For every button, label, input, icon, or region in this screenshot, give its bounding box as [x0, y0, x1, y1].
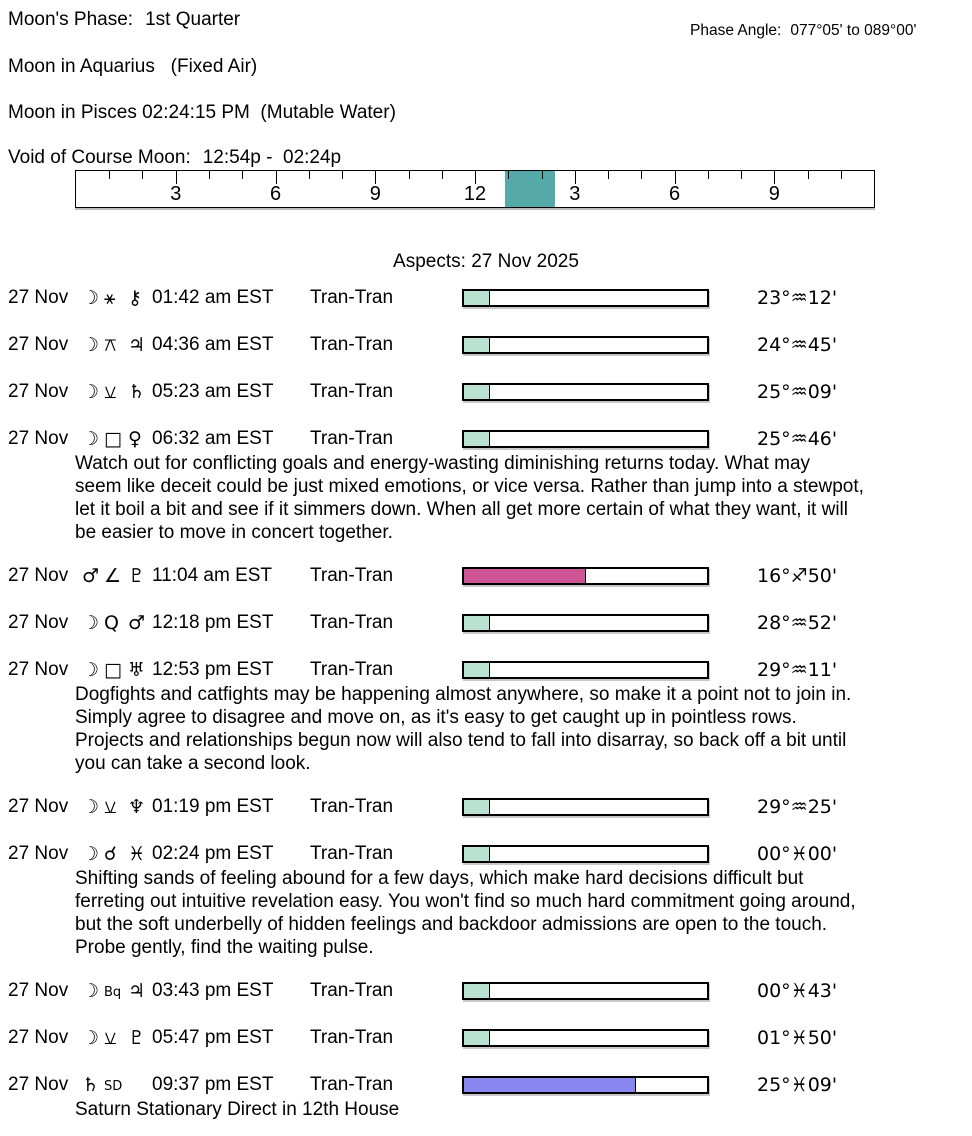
- hour-tick: [841, 171, 842, 179]
- aspect-group: [0, 382, 972, 402]
- moon-glyph: ☽: [82, 659, 100, 681]
- orb-bar: [462, 430, 709, 448]
- aspect-row: [0, 335, 972, 355]
- aspect-notes: [0, 683, 972, 775]
- aspect-date: 27 Nov: [8, 659, 69, 680]
- aspect-kind: Tran-Tran: [310, 612, 394, 633]
- aspect-date: 27 Nov: [8, 980, 69, 1001]
- moon-sign-line-1: Moon in Aquarius (Fixed Air): [8, 56, 258, 77]
- aspect-position: 29°♒11': [757, 659, 838, 681]
- aspect-group: [0, 660, 972, 775]
- aspect-row: [0, 429, 972, 449]
- hour-label: 3: [170, 183, 182, 205]
- aspect-date: 27 Nov: [8, 565, 69, 586]
- note-line: you can take a second look.: [75, 753, 311, 774]
- voc-timeline-ruler: [75, 170, 875, 208]
- semisextile-glyph: ⚺: [104, 381, 117, 403]
- hour-tick: [808, 171, 809, 179]
- note-line: Saturn Stationary Direct in 12th House: [75, 1099, 400, 1120]
- aspect-group: [0, 797, 972, 817]
- aspect-kind: Tran-Tran: [310, 843, 394, 864]
- aspect-position: 16°♐50': [757, 565, 838, 587]
- aspect-position: 28°♒52': [757, 612, 838, 634]
- quintile-glyph: Q: [104, 612, 119, 634]
- aspect-position: 00°♓00': [757, 843, 838, 865]
- stationary-direct-glyph: SD: [104, 1079, 123, 1094]
- hour-tick: [242, 171, 243, 179]
- semisextile-glyph: ⚺: [104, 1027, 117, 1049]
- orb-bar: [462, 845, 709, 863]
- mars-glyph: ♂: [128, 612, 146, 634]
- aspect-group: [0, 844, 972, 959]
- aspect-kind: Tran-Tran: [310, 428, 394, 449]
- moon-glyph: ☽: [82, 843, 100, 865]
- orb-bar: [462, 614, 709, 632]
- voc-block: [505, 171, 555, 207]
- semisextile-glyph: ⚺: [104, 796, 117, 818]
- hour-label: 9: [768, 183, 780, 205]
- sextile-glyph: ⚹: [104, 287, 116, 309]
- note-line: Watch out for conflicting goals and energy-wasting diminishing returns today. What may: [75, 453, 811, 474]
- note-line: Projects and relationships begun now will also tend to fall into disarray, so back off a bit until: [75, 730, 847, 751]
- aspect-time: 05:23 am EST: [152, 381, 274, 402]
- chiron-glyph: ⚷: [128, 287, 142, 309]
- aspect-time: 03:43 pm EST: [152, 980, 274, 1001]
- aspect-group: [0, 429, 972, 544]
- aspect-kind: Tran-Tran: [310, 1074, 394, 1095]
- aspect-date: 27 Nov: [8, 381, 69, 402]
- aspect-date: 27 Nov: [8, 334, 69, 355]
- phase-angle-value: 077°05' to 089°00': [790, 22, 917, 39]
- note-line: Simply agree to disagree and move on, as it's easy to get caught up in pointless rows.: [75, 707, 797, 728]
- orb-bar: [462, 336, 709, 354]
- aspect-row: [0, 1075, 972, 1095]
- aspect-time: 02:24 pm EST: [152, 843, 274, 864]
- aspects-list: [0, 288, 972, 1121]
- quincunx-glyph: ⚻: [104, 334, 117, 356]
- hour-tick: [741, 171, 742, 179]
- aspect-time: 06:32 am EST: [152, 428, 274, 449]
- aspects-title: Aspects: 27 Nov 2025: [393, 251, 579, 272]
- aspect-row: [0, 382, 972, 402]
- orb-bar: [462, 798, 709, 816]
- aspect-row: [0, 844, 972, 864]
- orb-bar: [462, 1076, 709, 1094]
- aspect-position: 25°♒46': [757, 428, 838, 450]
- aspect-date: 27 Nov: [8, 1074, 69, 1095]
- aspect-time: 05:47 pm EST: [152, 1027, 274, 1048]
- saturn-glyph: ♄: [128, 381, 146, 403]
- moon-glyph: ☽: [82, 381, 100, 403]
- hour-tick: [342, 171, 343, 179]
- saturn-glyph: ♄: [82, 1074, 100, 1096]
- hour-label: 6: [668, 183, 681, 205]
- pluto-glyph: ♇: [128, 1027, 146, 1049]
- aspect-row: [0, 660, 972, 680]
- pluto-glyph: ♇: [128, 565, 146, 587]
- aspect-time: 11:04 am EST: [152, 565, 273, 586]
- moon-glyph: ☽: [82, 287, 100, 309]
- void-of-course-value: 12:54p - 02:24p: [202, 147, 342, 168]
- jupiter-glyph: ♃: [128, 334, 146, 356]
- aspect-date: 27 Nov: [8, 796, 69, 817]
- hour-tick: [442, 171, 443, 179]
- phase-angle-label: Phase Angle:: [690, 22, 782, 39]
- aspect-date: 27 Nov: [8, 428, 69, 449]
- aspect-kind: Tran-Tran: [310, 796, 394, 817]
- hour-tick: [708, 171, 709, 179]
- aspect-date: 27 Nov: [8, 612, 69, 633]
- aspect-position: 00°♓43': [757, 980, 838, 1002]
- aspect-row: [0, 981, 972, 1001]
- orb-bar-fill: [464, 847, 490, 861]
- note-line: Dogfights and catfights may be happening almost anywhere, so make it a point not to join in.: [75, 684, 852, 705]
- aspect-position: 29°♒25': [757, 796, 838, 818]
- orb-bar: [462, 1029, 709, 1047]
- aspect-row: [0, 613, 972, 633]
- note-line: let it boil a bit and see if it simmers down. When all get more certain of what they want, it will: [75, 499, 848, 520]
- hour-tick: [142, 171, 143, 179]
- aspect-date: 27 Nov: [8, 1027, 69, 1048]
- aspect-time: 12:18 pm EST: [152, 612, 274, 633]
- orb-bar-fill: [464, 663, 490, 677]
- aspect-kind: Tran-Tran: [310, 980, 394, 1001]
- aspect-time: 04:36 am EST: [152, 334, 274, 355]
- square-glyph: □: [104, 428, 122, 450]
- moon-glyph: ☽: [82, 428, 100, 450]
- conjunction-glyph: ☌: [104, 843, 117, 865]
- hour-label: 6: [269, 183, 282, 205]
- biquintile-glyph: Bq: [104, 985, 122, 1000]
- aspect-kind: Tran-Tran: [310, 659, 394, 680]
- hour-label: 3: [569, 183, 581, 205]
- orb-bar-fill: [464, 984, 490, 998]
- orb-bar: [462, 383, 709, 401]
- aspect-position: 23°♒12': [757, 287, 838, 309]
- note-line: Probe gently, find the waiting pulse.: [75, 937, 374, 958]
- aspect-date: 27 Nov: [8, 287, 69, 308]
- aspect-row: [0, 1028, 972, 1048]
- hour-tick: [109, 171, 110, 179]
- void-of-course-line: [8, 148, 972, 168]
- pisces-glyph: ♓: [128, 843, 146, 865]
- aspect-group: [0, 1075, 972, 1121]
- hour-tick: [409, 171, 410, 179]
- aspect-notes: [0, 1098, 972, 1121]
- aspect-group: [0, 1028, 972, 1048]
- aspect-position: 24°♒45': [757, 334, 838, 356]
- hour-tick: [309, 171, 310, 179]
- aspect-notes: [0, 452, 972, 544]
- aspect-row: [0, 566, 972, 586]
- aspect-kind: Tran-Tran: [310, 334, 394, 355]
- aspect-time: 09:37 pm EST: [152, 1074, 274, 1095]
- aspect-position: 01°♓50': [757, 1027, 838, 1049]
- aspect-position: 25°♓09': [757, 1074, 838, 1096]
- hour-tick: [209, 171, 210, 179]
- hour-tick: [542, 171, 543, 179]
- moons-phase-label: Moon's Phase:: [8, 9, 134, 30]
- orb-bar: [462, 289, 709, 307]
- aspect-kind: Tran-Tran: [310, 565, 394, 586]
- note-line: seem like deceit could be just mixed emotions, or vice versa. Rather than jump into a stewpot,: [75, 476, 864, 497]
- note-line: Shifting sands of feeling abound for a few days, which make hard decisions difficult but: [75, 868, 804, 889]
- orb-bar-fill: [464, 800, 490, 814]
- moons-phase-value: 1st Quarter: [145, 9, 241, 30]
- aspect-kind: Tran-Tran: [310, 287, 394, 308]
- orb-bar-fill: [464, 291, 490, 305]
- orb-bar-fill: [464, 569, 586, 583]
- aspect-kind: Tran-Tran: [310, 1027, 394, 1048]
- uranus-glyph: ♅: [128, 659, 146, 681]
- square-glyph: □: [104, 659, 122, 681]
- moon-glyph: ☽: [82, 1027, 100, 1049]
- jupiter-glyph: ♃: [128, 980, 146, 1002]
- aspect-group: [0, 566, 972, 586]
- orb-bar-fill: [464, 432, 490, 446]
- orb-bar-fill: [464, 338, 490, 352]
- moon-glyph: ☽: [82, 612, 100, 634]
- hour-tick: [508, 171, 509, 179]
- aspect-time: 12:53 pm EST: [152, 659, 274, 680]
- hour-label: 9: [369, 183, 381, 205]
- aspect-group: [0, 335, 972, 355]
- aspect-row: [0, 288, 972, 308]
- semisquare-glyph: ∠: [104, 565, 122, 587]
- void-of-course-label: Void of Course Moon:: [8, 147, 191, 168]
- neptune-glyph: ♆: [128, 796, 146, 818]
- moon-sign-line-2: Moon in Pisces 02:24:15 PM (Mutable Water): [8, 102, 396, 123]
- aspect-notes: [0, 867, 972, 959]
- orb-bar: [462, 567, 709, 585]
- moon-glyph: ☽: [82, 796, 100, 818]
- aspect-position: 25°♒09': [757, 381, 838, 403]
- orb-bar: [462, 661, 709, 679]
- aspect-group: [0, 981, 972, 1001]
- aspect-kind: Tran-Tran: [310, 381, 394, 402]
- orb-bar-fill: [464, 385, 490, 399]
- venus-glyph: ♀: [128, 428, 142, 450]
- aspect-row: [0, 797, 972, 817]
- note-line: ferreting out intuitive revelation easy. You won't find so much hard commitment going around,: [75, 891, 856, 912]
- moon-glyph: ☽: [82, 980, 100, 1002]
- aspect-date: 27 Nov: [8, 843, 69, 864]
- mars-glyph: ♂: [82, 565, 100, 587]
- aspect-time: 01:19 pm EST: [152, 796, 274, 817]
- orb-bar-fill: [464, 616, 490, 630]
- orb-bar-fill: [464, 1031, 490, 1045]
- note-line: be easier to move in concert together.: [75, 522, 393, 543]
- hour-tick: [641, 171, 642, 179]
- hour-tick: [608, 171, 609, 179]
- orb-bar: [462, 982, 709, 1000]
- hour-label: 12: [463, 183, 487, 205]
- phase-angle: [690, 22, 916, 40]
- note-line: but the soft underbelly of hidden feelings and backdoor admissions are open to the touch.: [75, 914, 828, 935]
- aspect-group: [0, 613, 972, 633]
- orb-bar-fill: [464, 1078, 636, 1092]
- aspect-group: [0, 288, 972, 308]
- aspect-time: 01:42 am EST: [152, 287, 274, 308]
- moon-glyph: ☽: [82, 334, 100, 356]
